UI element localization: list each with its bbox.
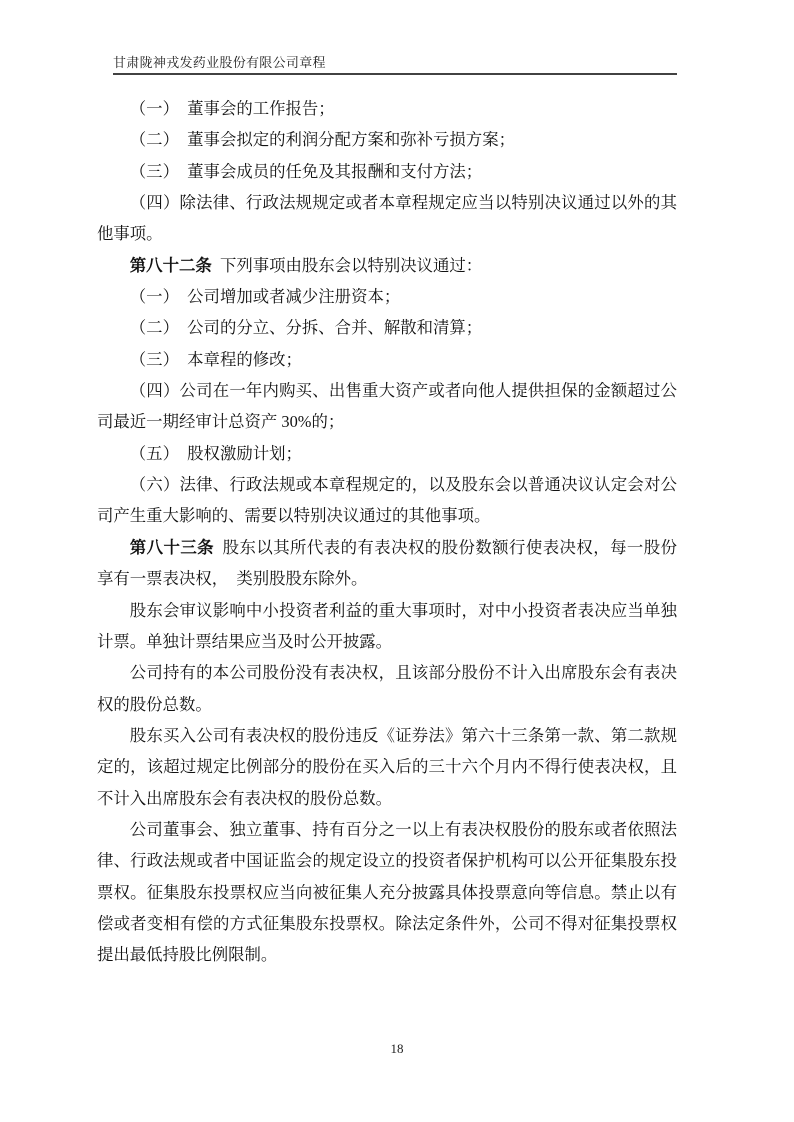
paragraph-text: （四）除法律、行政法规规定或者本章程规定应当以特别决议通过以外的其他事项。 <box>97 193 677 244</box>
paragraph <box>97 93 677 124</box>
paragraph-text: 股东会审议影响中小投资者利益的重大事项时，对中小投资者表决应当单独计票。单独计票结果应当及时公开披露。 <box>97 600 677 651</box>
paragraph-text: 股东以其所代表的有表决权的股份数额行使表决权，每一股份享有一票表决权， 类别股股东除外。 <box>97 537 677 589</box>
paragraph-text: 下列事项由股东会以特别决议通过： <box>211 255 483 275</box>
paragraph-text: （一） 董事会的工作报告； <box>129 99 335 118</box>
paragraph-text: （三） 董事会成员的任免及其报酬和支付方法； <box>129 161 483 181</box>
paragraph-text: （三） 本章程的修改； <box>129 349 302 369</box>
paragraph <box>97 124 677 155</box>
paragraph-text: （一） 公司增加或者减少注册资本； <box>129 287 401 307</box>
paragraph <box>97 156 677 187</box>
page-number: 18 <box>390 1041 404 1056</box>
paragraph-text: （六）法律、行政法规或本章程规定的，以及股东会以普通决议认定会对公司产生重大影响的、需要以特别决议通过的其他事项。 <box>97 475 677 526</box>
paragraph-text: 公司董事会、独立董事、持有百分之一以上有表决权股份的股东或者依照法律、行政法规或者中国证监会的规定设立的投资者保护机构可以公开征集股东投票权。征集股东投票权应当向被征集人充分披露具体投票意向等信息。禁止以有偿或者变相有偿的方式征集股东投票权。除法定条件外，公司不得对征集投票权提出最低持股比例限制。 <box>97 819 677 965</box>
header-title: 甘肃陇神戎发药业股份有限公司章程 <box>113 55 326 70</box>
document-body <box>97 93 677 971</box>
paragraph <box>97 250 677 281</box>
paragraph <box>97 344 677 375</box>
header-divider <box>113 73 677 75</box>
paragraph-text: （五） 股权激励计划； <box>129 443 302 463</box>
paragraph <box>97 595 677 658</box>
paragraph-text: （四）公司在一年内购买、出售重大资产或者向他人提供担保的金额超过公司最近一期经审计总资产 30%的； <box>97 381 677 432</box>
paragraph <box>97 312 677 343</box>
paragraph <box>97 469 677 532</box>
paragraph-text: 公司持有的本公司股份没有表决权，且该部分股份不计入出席股东会有表决权的股份总数。 <box>97 663 677 714</box>
paragraph <box>97 187 677 250</box>
paragraph <box>97 532 677 595</box>
paragraph <box>97 814 677 971</box>
paragraph-text: （二） 董事会拟定的利润分配方案和弥补亏损方案； <box>129 130 515 150</box>
paragraph <box>97 375 677 438</box>
page-footer <box>0 1041 794 1057</box>
article-number: 第八十三条 <box>129 537 215 557</box>
paragraph <box>97 438 677 469</box>
paragraph <box>97 281 677 312</box>
paragraph-text: （二） 公司的分立、分拆、合并、解散和清算； <box>129 318 483 338</box>
paragraph <box>97 657 677 720</box>
paragraph-text: 股东买入公司有表决权的股份违反《证券法》第六十三条第一款、第二款规定的，该超过规定比例部分的股份在买入后的三十六个月内不得行使表决权，且不计入出席股东会有表决权的股份总数。 <box>97 725 677 808</box>
article-number: 第八十二条 <box>129 255 212 275</box>
paragraph <box>97 720 677 814</box>
